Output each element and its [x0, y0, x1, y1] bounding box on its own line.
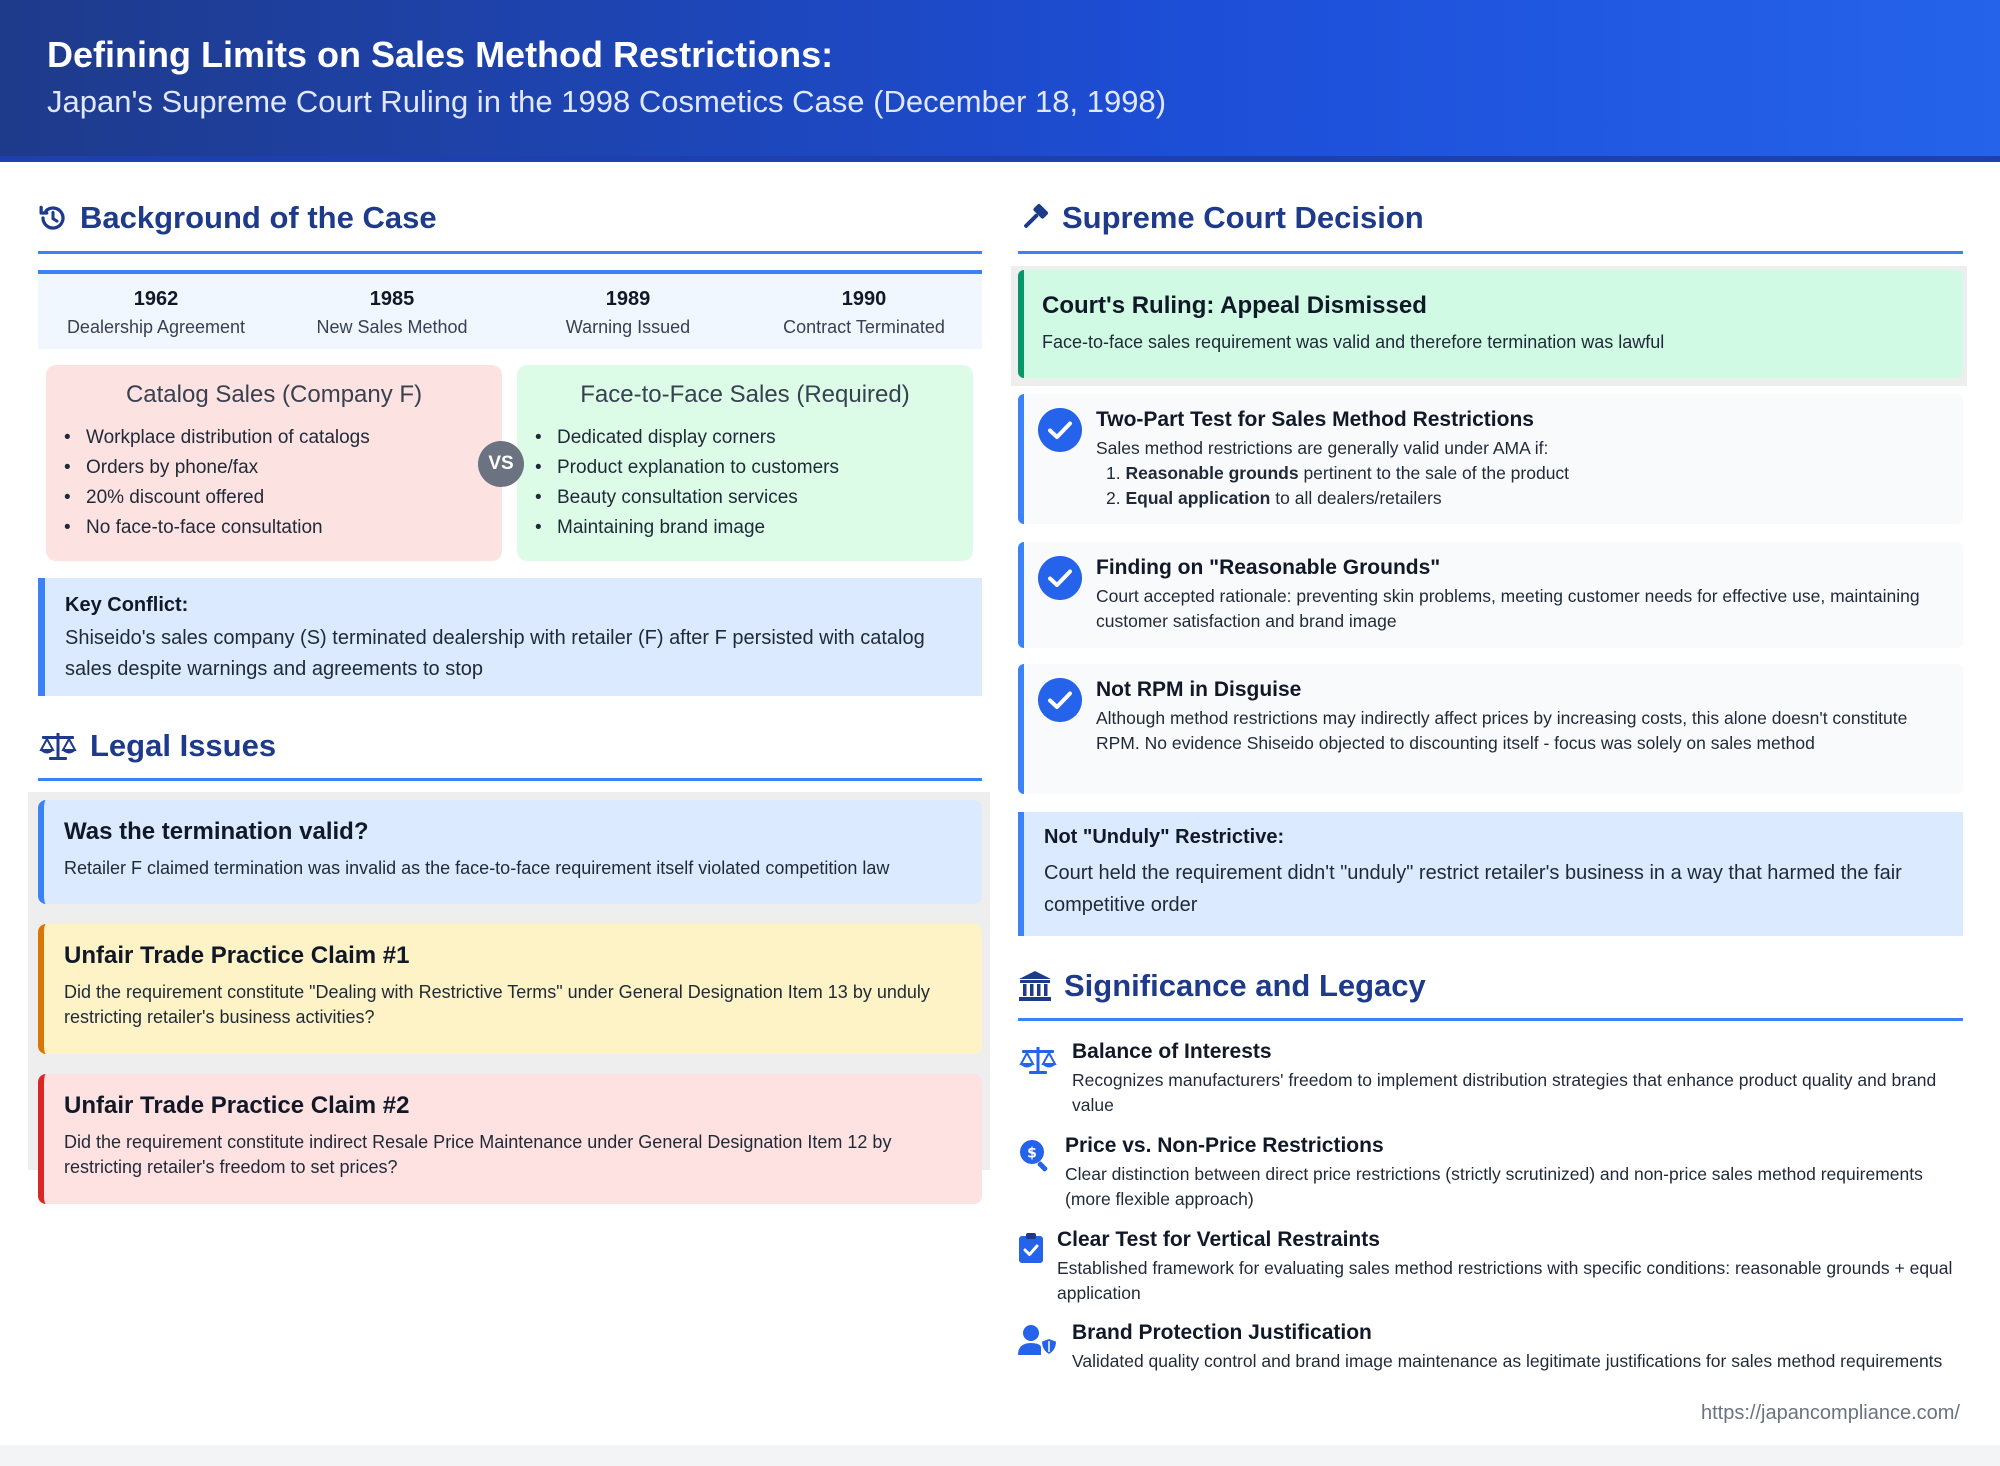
significance-section-title: [1018, 968, 1426, 1004]
issue-card-termination: [38, 800, 982, 904]
legacy-body: [1072, 1321, 1963, 1374]
legacy-title: Balance of Interests: [1072, 1040, 1272, 1063]
ruling-text: Face-to-face sales requirement was valid and therefore termination was lawful: [1042, 332, 1665, 352]
decision-title-text: Supreme Court Decision: [1062, 200, 1424, 235]
price-search-icon: [1018, 1138, 1052, 1172]
list-item: • 20% discount offered: [64, 483, 502, 513]
card-body: [1096, 408, 1943, 511]
face-to-face-card: [517, 365, 973, 561]
issue-card-claim-1: [38, 924, 982, 1054]
check-circle-icon: [1038, 408, 1082, 452]
card-body: [1096, 678, 1943, 756]
legacy-item-price: [1018, 1134, 1963, 1212]
ruling-card: [1018, 270, 1963, 378]
test-condition-1: [1096, 461, 1943, 486]
issue-text: Retailer F claimed termination was invalid as the face-to-face requirement itself violated competition law: [64, 858, 890, 878]
test-condition-2: [1096, 486, 1943, 511]
list-item: • No face-to-face consultation: [64, 513, 502, 543]
condition-bold: Equal application: [1125, 488, 1271, 508]
legacy-text: Recognizes manufacturers' freedom to implement distribution strategies that enhance product quality and brand value: [1072, 1070, 1937, 1115]
face-to-face-list: [517, 423, 973, 543]
timeline-label: Warning Issued: [565, 317, 691, 337]
card-body: [1096, 556, 1943, 634]
clipboard-check-icon: [1018, 1232, 1044, 1264]
check-circle-icon: [1038, 556, 1082, 600]
condition-bold: Reasonable grounds: [1125, 463, 1299, 483]
gavel-icon: [1018, 202, 1050, 234]
section-divider: [38, 251, 982, 254]
timeline-label: New Sales Method: [316, 317, 468, 337]
legacy-item-brand-protection: [1018, 1321, 1963, 1374]
two-part-test-card: [1018, 394, 1963, 524]
timeline-year: 1985: [369, 288, 415, 310]
timeline-year: 1989: [605, 288, 651, 310]
section-divider: [1018, 251, 1963, 254]
face-to-face-title: Face-to-Face Sales (Required): [580, 381, 910, 408]
key-conflict-title: Key Conflict:: [65, 594, 189, 616]
list-number: 1.: [1106, 463, 1121, 483]
legal-title-text: Legal Issues: [90, 728, 277, 763]
vs-badge: VS: [478, 441, 524, 487]
timeline: [38, 270, 982, 349]
condition-text: pertinent to the sale of the product: [1303, 463, 1570, 483]
condition-text: to all dealers/retailers: [1275, 488, 1442, 508]
legacy-item-clear-test: [1018, 1228, 1963, 1306]
legacy-item-balance: [1018, 1040, 1963, 1118]
list-item: • Orders by phone/fax: [64, 453, 502, 483]
user-shield-icon: [1018, 1324, 1058, 1356]
card-title: Not RPM in Disguise: [1096, 678, 1302, 701]
page-title: Defining Limits on Sales Method Restrictions:: [47, 34, 834, 75]
timeline-item: [746, 274, 982, 349]
page-bottom-bar: [0, 1445, 2000, 1466]
scales-icon: [1018, 1044, 1058, 1076]
timeline-item: [274, 274, 510, 349]
card-text: Court accepted rationale: preventing skin problems, meeting customer needs for effective use, maintaining customer satisfaction and brand image: [1096, 586, 1920, 631]
significance-title-text: Significance and Legacy: [1064, 968, 1426, 1003]
legacy-title: Price vs. Non-Price Restrictions: [1065, 1134, 1384, 1157]
key-conflict-box: [38, 578, 982, 696]
legal-section-title: [38, 728, 276, 764]
catalog-sales-list: [46, 423, 502, 543]
not-rpm-card: [1018, 664, 1963, 794]
svg-text:$: $: [1027, 1145, 1037, 1162]
timeline-item: [510, 274, 746, 349]
page-subtitle: Japan's Supreme Court Ruling in the 1998 Cosmetics Case (December 18, 1998): [47, 84, 1167, 119]
history-icon: [38, 203, 68, 233]
section-divider: [1018, 1018, 1963, 1021]
list-item: • Beauty consultation services: [535, 483, 973, 513]
catalog-sales-title: Catalog Sales (Company F): [125, 381, 423, 408]
list-item: • Maintaining brand image: [535, 513, 973, 543]
key-conflict-text: Shiseido's sales company (S) terminated dealership with retailer (F) after F persisted with catalog sales despite warnings and agreements to stop: [65, 627, 925, 680]
reasonable-grounds-card: [1018, 542, 1963, 648]
undue-title: Not "Unduly" Restrictive:: [1044, 826, 1285, 848]
legacy-title: Brand Protection Justification: [1072, 1321, 1372, 1344]
timeline-label: Contract Terminated: [783, 317, 945, 337]
card-title: Finding on "Reasonable Grounds": [1096, 556, 1441, 579]
section-divider: [38, 778, 982, 781]
scales-icon: [38, 730, 78, 762]
issue-text: Did the requirement constitute indirect Resale Price Maintenance under General Designation Item 12 by restricting retailer's freedom to set prices?: [64, 1132, 892, 1177]
issue-title: Unfair Trade Practice Claim #1: [64, 942, 410, 969]
issue-title: Unfair Trade Practice Claim #2: [64, 1092, 410, 1119]
bank-icon: [1018, 970, 1052, 1002]
catalog-sales-card: [46, 365, 502, 561]
card-text: Although method restrictions may indirectly affect prices by increasing costs, this alone doesn't constitute RPM. No evidence Shiseido objected to discounting itself - focus was solely on sales method: [1096, 708, 1908, 753]
page-header: [0, 0, 2000, 162]
legacy-text: Established framework for evaluating sales method restrictions with specific conditions: reasonable grounds + equal application: [1057, 1258, 1953, 1303]
background-section-title: [38, 200, 437, 236]
legacy-body: [1057, 1228, 1963, 1306]
legacy-body: [1072, 1040, 1963, 1118]
issue-card-claim-2: [38, 1074, 982, 1204]
list-number: 2.: [1106, 488, 1121, 508]
check-circle-icon: [1038, 678, 1082, 722]
list-item: • Workplace distribution of catalogs: [64, 423, 502, 453]
timeline-label: Dealership Agreement: [66, 317, 246, 337]
timeline-year: 1990: [841, 288, 887, 310]
issue-text: Did the requirement constitute "Dealing with Restrictive Terms" under General Designation Item 13 by unduly restricting retailer's business activities?: [64, 982, 930, 1027]
not-unduly-restrictive-box: [1018, 812, 1963, 936]
legacy-text: Clear distinction between direct price restrictions (strictly scrutinized) and non-price sales method requirements (more flexible approach): [1065, 1164, 1923, 1209]
timeline-year: 1962: [133, 288, 179, 310]
legacy-title: Clear Test for Vertical Restraints: [1057, 1228, 1380, 1251]
decision-section-title: [1018, 200, 1424, 236]
card-text: Sales method restrictions are generally valid under AMA if:: [1096, 438, 1549, 458]
list-item: • Product explanation to customers: [535, 453, 973, 483]
legacy-text: Validated quality control and brand image maintenance as legitimate justifications for sales method requirements: [1072, 1351, 1943, 1371]
list-item: • Dedicated display corners: [535, 423, 973, 453]
card-title: Two-Part Test for Sales Method Restrictions: [1096, 408, 1534, 431]
background-title-text: Background of the Case: [80, 200, 437, 235]
source-url[interactable]: https://japancompliance.com/: [1700, 1402, 1960, 1424]
issue-title: Was the termination valid?: [64, 818, 369, 845]
timeline-item: [38, 274, 274, 349]
undue-text: Court held the requirement didn't "unduly" restrict retailer's business in a way that harmed the fair competitive order: [1044, 862, 1902, 916]
ruling-title: Court's Ruling: Appeal Dismissed: [1042, 292, 1427, 319]
legacy-body: [1065, 1134, 1963, 1212]
